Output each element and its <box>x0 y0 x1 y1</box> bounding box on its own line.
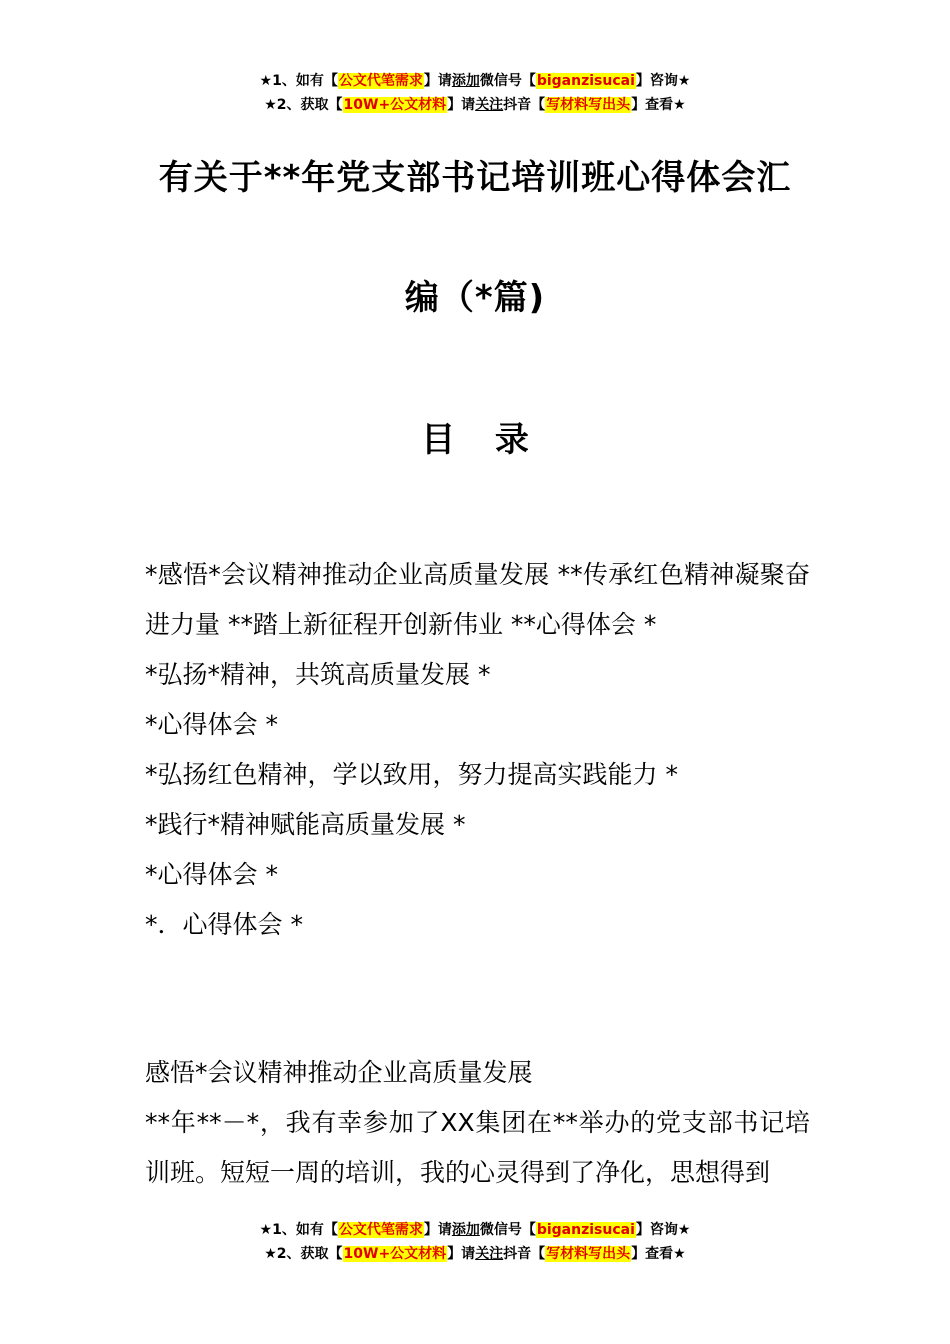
article-section <box>145 1048 810 1198</box>
highlight-text: 写材料写出头 <box>546 97 631 113</box>
promo-banner-top <box>0 69 950 117</box>
highlight-text: 公文代笔需求 <box>338 73 423 89</box>
document-title-line-1: 有关于**年党支部书记培训班心得体会汇 <box>158 158 792 198</box>
underlined-text: 关注 <box>475 1246 504 1262</box>
article-paragraph: **年**－*，我有幸参加了XX集团在**举办的党支部书记培训班。短短一周的培训，我的心灵得到了净化，思想得到 <box>145 1108 810 1187</box>
highlight-text: 写材料写出头 <box>546 1246 631 1262</box>
highlight-text: 公文代笔需求 <box>338 1222 423 1238</box>
promo-line-1: ★1、如有【公文代笔需求】请添加微信号【biganzisucai】咨询★ <box>259 73 691 89</box>
toc-entry: *．心得体会 * <box>145 910 303 939</box>
toc-entry: *践行*精神赋能高质量发展 * <box>145 810 466 839</box>
toc-heading: 目 录 <box>421 420 543 460</box>
document-title-line-2: 编（*篇) <box>404 278 546 318</box>
article-heading: 感悟*会议精神推动企业高质量发展 <box>145 1058 533 1087</box>
highlight-text: 10W+公文材料 <box>343 1246 447 1262</box>
underlined-text: 添加 <box>451 1222 480 1238</box>
promo-line-1: ★1、如有【公文代笔需求】请添加微信号【biganzisucai】咨询★ <box>259 1222 691 1238</box>
highlight-text: biganzisucai <box>536 73 635 89</box>
toc-entry: *弘扬*精神，共筑高质量发展 * <box>145 660 491 689</box>
table-of-contents <box>145 550 810 950</box>
toc-entry-block: *感悟*会议精神推动企业高质量发展 **传承红色精神凝聚奋进力量 **踏上新征程开创新伟业 **心得体会 * <box>145 560 810 639</box>
highlight-text: 10W+公文材料 <box>343 97 447 113</box>
underlined-text: 添加 <box>451 73 480 89</box>
promo-line-2: ★2、获取【10W+公文材料】请关注抖音【写材料写出头】查看★ <box>264 97 686 113</box>
promo-line-2: ★2、获取【10W+公文材料】请关注抖音【写材料写出头】查看★ <box>264 1246 686 1262</box>
promo-banner-bottom <box>0 1218 950 1266</box>
highlight-text: biganzisucai <box>536 1222 635 1238</box>
toc-entry: *心得体会 * <box>145 860 278 889</box>
toc-entry: *弘扬红色精神，学以致用，努力提高实践能力 * <box>145 760 678 789</box>
toc-entry: *心得体会 * <box>145 710 278 739</box>
underlined-text: 关注 <box>475 97 504 113</box>
